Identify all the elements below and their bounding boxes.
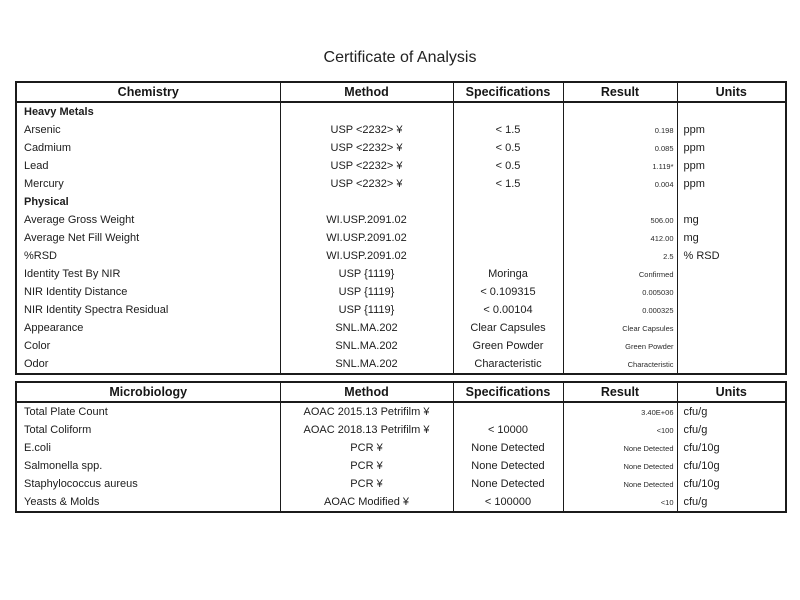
result-cell: 2.5 <box>563 247 677 265</box>
units-cell: ppm <box>677 175 786 193</box>
page-title: Certificate of Analysis <box>323 49 477 66</box>
specification-cell <box>453 102 563 121</box>
analyte-name-cell: Cadmium <box>16 139 280 157</box>
units-cell: ppm <box>677 139 786 157</box>
section-label: Heavy Metals <box>16 102 280 121</box>
chemistry-header-row <box>16 82 786 102</box>
analyte-name-cell: Lead <box>16 157 280 175</box>
result-cell: 0.085 <box>563 139 677 157</box>
result-cell: 0.000325 <box>563 301 677 319</box>
units-cell: cfu/10g <box>677 439 786 457</box>
column-header-specifications: Specifications <box>453 82 563 102</box>
analyte-name-cell: Identity Test By NIR <box>16 265 280 283</box>
units-cell <box>677 265 786 283</box>
units-cell <box>677 337 786 355</box>
analyte-name-cell: NIR Identity Distance <box>16 283 280 301</box>
specification-cell: < 0.5 <box>453 139 563 157</box>
specification-cell <box>453 402 563 421</box>
units-cell: mg <box>677 229 786 247</box>
analyte-name-cell: Total Plate Count <box>16 402 280 421</box>
table-row-total-plate-count <box>16 402 786 421</box>
units-cell <box>677 102 786 121</box>
analyte-name-cell: Arsenic <box>16 121 280 139</box>
method-cell: SNL.MA.202 <box>280 355 453 374</box>
method-cell: USP <2232> ¥ <box>280 139 453 157</box>
units-cell: % RSD <box>677 247 786 265</box>
specification-cell <box>453 211 563 229</box>
units-cell <box>677 283 786 301</box>
method-cell: SNL.MA.202 <box>280 337 453 355</box>
units-cell: ppm <box>677 121 786 139</box>
table-row-salmonella <box>16 457 786 475</box>
result-cell: 0.004 <box>563 175 677 193</box>
method-cell: PCR ¥ <box>280 457 453 475</box>
method-cell: PCR ¥ <box>280 439 453 457</box>
specification-cell: Characteristic <box>453 355 563 374</box>
units-cell: ppm <box>677 157 786 175</box>
method-cell: USP {1119} <box>280 301 453 319</box>
result-cell: <10 <box>563 493 677 512</box>
method-cell: WI.USP.2091.02 <box>280 211 453 229</box>
method-cell: AOAC 2015.13 Petrifilm ¥ <box>280 402 453 421</box>
column-header-result: Result <box>563 382 677 402</box>
specification-cell: < 100000 <box>453 493 563 512</box>
units-cell: cfu/10g <box>677 475 786 493</box>
analyte-name-cell: Average Gross Weight <box>16 211 280 229</box>
table-row-appearance <box>16 319 786 337</box>
units-cell: cfu/g <box>677 402 786 421</box>
column-header-units: Units <box>677 382 786 402</box>
analyte-name-cell: Color <box>16 337 280 355</box>
result-cell: Clear Capsules <box>563 319 677 337</box>
result-cell: 0.198 <box>563 121 677 139</box>
specification-cell: Green Powder <box>453 337 563 355</box>
column-header-specifications: Specifications <box>453 382 563 402</box>
specification-cell: Clear Capsules <box>453 319 563 337</box>
result-cell: None Detected <box>563 439 677 457</box>
table-row-nir-identity-spectra-residual <box>16 301 786 319</box>
table-row-nir-identity-distance <box>16 283 786 301</box>
specification-cell <box>453 229 563 247</box>
column-header-method: Method <box>280 82 453 102</box>
specification-cell: None Detected <box>453 439 563 457</box>
specification-cell: Moringa <box>453 265 563 283</box>
microbiology-header-row <box>16 382 786 402</box>
analyte-name-cell: Odor <box>16 355 280 374</box>
table-row-rsd <box>16 247 786 265</box>
column-header-method: Method <box>280 382 453 402</box>
result-cell: None Detected <box>563 475 677 493</box>
units-cell: cfu/g <box>677 493 786 512</box>
table-row-mercury <box>16 175 786 193</box>
chemistry-table-body <box>16 102 786 374</box>
result-cell: Characteristic <box>563 355 677 374</box>
table-row-yeasts-molds <box>16 493 786 512</box>
result-cell: Green Powder <box>563 337 677 355</box>
result-cell: Confirmed <box>563 265 677 283</box>
result-cell: 1.119* <box>563 157 677 175</box>
method-cell: AOAC 2018.13 Petrifilm ¥ <box>280 421 453 439</box>
analyte-name-cell: E.coli <box>16 439 280 457</box>
analyte-name-cell: NIR Identity Spectra Residual <box>16 301 280 319</box>
units-cell <box>677 193 786 211</box>
column-header-microbiology: Microbiology <box>16 382 280 402</box>
method-cell <box>280 102 453 121</box>
method-cell: USP {1119} <box>280 265 453 283</box>
table-row-staphylococcus-aureus <box>16 475 786 493</box>
method-cell: SNL.MA.202 <box>280 319 453 337</box>
table-row-color <box>16 337 786 355</box>
method-cell <box>280 193 453 211</box>
units-cell: cfu/10g <box>677 457 786 475</box>
column-header-result: Result <box>563 82 677 102</box>
analyte-name-cell: Yeasts & Molds <box>16 493 280 512</box>
microbiology-table <box>15 381 787 513</box>
method-cell: PCR ¥ <box>280 475 453 493</box>
table-row-ecoli <box>16 439 786 457</box>
microbiology-table-body <box>16 402 786 512</box>
analyte-name-cell: Appearance <box>16 319 280 337</box>
method-cell: USP <2232> ¥ <box>280 121 453 139</box>
chemistry-table <box>15 81 787 375</box>
section-row-heavy-metals <box>16 102 786 121</box>
method-cell: USP {1119} <box>280 283 453 301</box>
analyte-name-cell: Total Coliform <box>16 421 280 439</box>
table-row-average-net-fill-weight <box>16 229 786 247</box>
table-row-total-coliform <box>16 421 786 439</box>
table-row-lead <box>16 157 786 175</box>
units-cell <box>677 355 786 374</box>
units-cell <box>677 301 786 319</box>
analyte-name-cell: Average Net Fill Weight <box>16 229 280 247</box>
section-label: Physical <box>16 193 280 211</box>
specification-cell: < 0.5 <box>453 157 563 175</box>
method-cell: WI.USP.2091.02 <box>280 247 453 265</box>
table-row-cadmium <box>16 139 786 157</box>
specification-cell: < 0.109315 <box>453 283 563 301</box>
table-row-odor <box>16 355 786 374</box>
method-cell: WI.USP.2091.02 <box>280 229 453 247</box>
specification-cell: < 10000 <box>453 421 563 439</box>
method-cell: USP <2232> ¥ <box>280 157 453 175</box>
result-cell: 0.005030 <box>563 283 677 301</box>
analyte-name-cell: Mercury <box>16 175 280 193</box>
analyte-name-cell: Salmonella spp. <box>16 457 280 475</box>
specification-cell: < 0.00104 <box>453 301 563 319</box>
result-cell: 412.00 <box>563 229 677 247</box>
method-cell: USP <2232> ¥ <box>280 175 453 193</box>
table-row-identity-test-by-nir <box>16 265 786 283</box>
specification-cell: None Detected <box>453 457 563 475</box>
section-row-physical <box>16 193 786 211</box>
specification-cell: < 1.5 <box>453 121 563 139</box>
units-cell <box>677 319 786 337</box>
table-row-average-gross-weight <box>16 211 786 229</box>
specification-cell: None Detected <box>453 475 563 493</box>
result-cell: <100 <box>563 421 677 439</box>
column-header-chemistry: Chemistry <box>16 82 280 102</box>
result-cell: 3.40E+06 <box>563 402 677 421</box>
method-cell: AOAC Modified ¥ <box>280 493 453 512</box>
specification-cell <box>453 247 563 265</box>
result-cell: None Detected <box>563 457 677 475</box>
result-cell: 506.00 <box>563 211 677 229</box>
units-cell: cfu/g <box>677 421 786 439</box>
analyte-name-cell: %RSD <box>16 247 280 265</box>
specification-cell: < 1.5 <box>453 175 563 193</box>
column-header-units: Units <box>677 82 786 102</box>
result-cell <box>563 193 677 211</box>
result-cell <box>563 102 677 121</box>
specification-cell <box>453 193 563 211</box>
units-cell: mg <box>677 211 786 229</box>
analyte-name-cell: Staphylococcus aureus <box>16 475 280 493</box>
table-row-arsenic <box>16 121 786 139</box>
